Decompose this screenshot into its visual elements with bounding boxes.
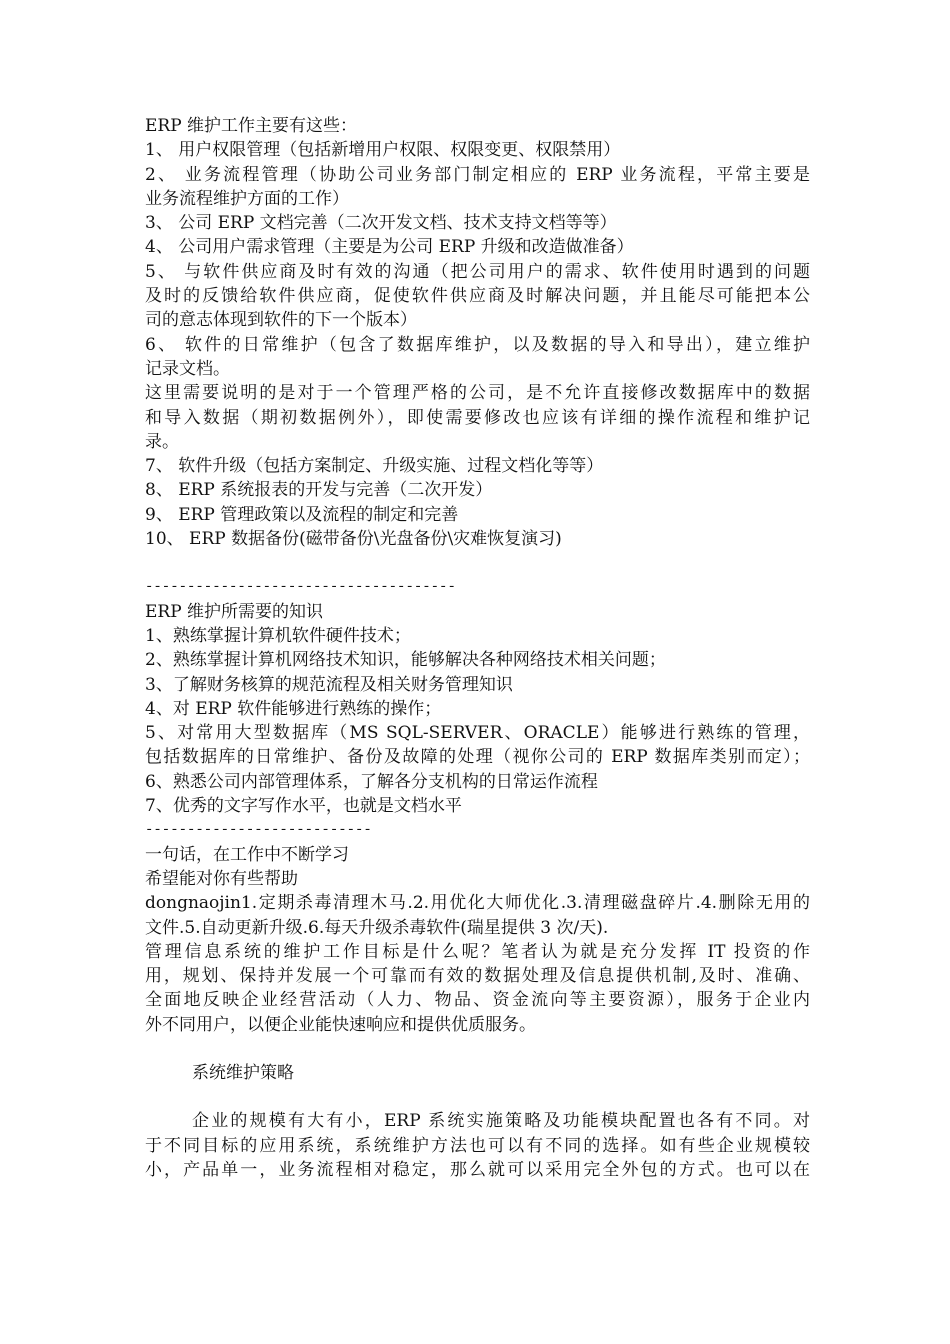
goal-line: 外不同用户，以便企业能快速响应和提供优质服务。 <box>145 1014 536 1035</box>
note-line: 这里需要说明的是对于一个管理严格的公司，是不允许直接修改数据库中的数据 <box>145 383 810 404</box>
list-item: 3、 公司 ERP 文档完善（二次开发文档、技术支持文档等等） <box>145 213 617 234</box>
list-item: 8、 ERP 系统报表的开发与完善（二次开发） <box>145 480 493 501</box>
list-item: 7、 软件升级（包括方案制定、升级实施、过程文档化等等） <box>145 456 604 477</box>
list-item: 7、优秀的文字写作水平，也就是文档水平 <box>145 796 462 817</box>
note-line: 和导入数据（期初数据例外），即使需要修改也应该有详细的操作流程和维护记 <box>145 407 810 428</box>
list-item: 5、 与软件供应商及时有效的沟通（把公司用户的需求、软件使用时遇到的问题 <box>145 261 810 282</box>
document-page <box>145 114 810 1182</box>
goal-line: 用，规划、保持并发展一个可靠而有效的数据处理及信息提供机制,及时、准确、 <box>145 966 810 987</box>
list-item: 9、 ERP 管理政策以及流程的制定和完善 <box>145 504 459 525</box>
list-item-cont: 司的意志体现到软件的下一个版本） <box>145 310 417 331</box>
list-item-cont: 及时的反馈给软件供应商，促使软件供应商及时解决问题，并且能尽可能把本公 <box>145 286 810 307</box>
list-item: 1、 用户权限管理（包括新增用户权限、权限变更、权限禁用） <box>145 140 621 161</box>
list-item: 2、熟练掌握计算机网络技术知识，能够解决各种网络技术相关问题； <box>145 650 666 671</box>
section1-title: ERP 维护工作主要有这些： <box>145 116 358 136</box>
note-line: 录。 <box>145 431 179 452</box>
list-item: 6、 软件的日常维护（包含了数据库维护，以及数据的导入和导出），建立维护 <box>145 334 810 355</box>
list-item: 6、熟悉公司内部管理体系，了解各分支机构的日常运作流程 <box>145 771 598 792</box>
list-item-cont: 记录文档。 <box>145 358 230 379</box>
spacer <box>145 1037 810 1061</box>
tips-line: dongnaojin1.定期杀毒清理木马.2.用优化大师优化.3.清理磁盘碎片.4.删除无用的 <box>145 893 810 914</box>
strategy-body-line: 于不同目标的应用系统，系统维护方法也可以有不同的选择。如有些企业规模较 <box>145 1135 810 1156</box>
tips-line: 文件.5.自动更新升级.6.每天升级杀毒软件(瑞星提供 3 次/天). <box>145 917 609 938</box>
list-item: 4、对 ERP 软件能够进行熟练的操作； <box>145 698 442 719</box>
list-item: 1、熟练掌握计算机软件硬件技术； <box>145 625 411 646</box>
goal-line: 全面地反映企业经营活动（人力、物品、资金流向等主要资源），服务于企业内 <box>145 990 810 1011</box>
list-item: 2、 业务流程管理（协助公司业务部门制定相应的 ERP 业务流程，平常主要是 <box>145 164 810 185</box>
divider: ------------------------------------- <box>145 579 456 596</box>
closing-line: 一句话，在工作中不断学习 <box>145 844 349 865</box>
list-item-cont: 业务流程维护方面的工作） <box>145 188 349 209</box>
spacer <box>145 1085 810 1109</box>
strategy-heading: 系统维护策略 <box>192 1062 294 1083</box>
goal-line: 管理信息系统的维护工作目标是什么呢？笔者认为就是充分发挥 IT 投资的作 <box>145 941 810 962</box>
closing-line: 希望能对你有些帮助 <box>145 868 298 889</box>
divider: --------------------------- <box>145 822 372 839</box>
spacer <box>145 551 810 575</box>
list-item: 4、 公司用户需求管理（主要是为公司 ERP 升级和改造做准备） <box>145 237 634 258</box>
list-item: 10、 ERP 数据备份(磁带备份\光盘备份\灾难恢复演习) <box>145 529 562 550</box>
strategy-body-line: 企业的规模有大有小，ERP 系统实施策略及功能模块配置也各有不同。对 <box>192 1111 810 1132</box>
section2-title: ERP 维护所需要的知识 <box>145 601 324 622</box>
strategy-body-line: 小，产品单一，业务流程相对稳定，那么就可以采用完全外包的方式。也可以在 <box>145 1159 810 1180</box>
list-item-cont: 包括数据库的日常维护、备份及故障的处理（视你公司的 ERP 数据库类别而定）； <box>145 747 810 768</box>
list-item: 3、了解财务核算的规范流程及相关财务管理知识 <box>145 674 513 695</box>
list-item: 5、对常用大型数据库（MS SQL-SERVER、ORACLE）能够进行熟练的管理， <box>145 723 810 744</box>
